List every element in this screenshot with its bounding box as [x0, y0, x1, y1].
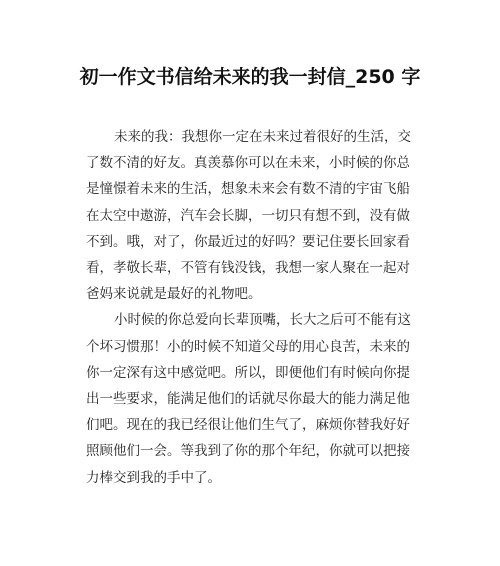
paragraph-line: 看，孝敬长辈，不管有钱没钱，我想一家人聚在一起对: [86, 260, 410, 277]
paragraph-2: [86, 307, 416, 490]
paragraph-1: [86, 124, 416, 307]
paragraph-line: 爸妈来说就是最好的礼物吧。: [86, 286, 262, 303]
paragraph-line: 力棒交到我的手中了。: [86, 469, 221, 486]
paragraph-line: 未来的我：我想你一定在未来过着很好的生活，交: [114, 129, 411, 145]
paragraph-line: 们吧。现在的我已经很让他们生气了，麻烦你替我好好: [86, 417, 410, 434]
paragraph-line: 你一定深有这中感觉吧。所以，即便他们有时候向你提: [86, 364, 410, 381]
document-body: [86, 124, 416, 491]
paragraph-line: 在太空中遨游，汽车会长脚，一切只有想不到，没有做: [86, 207, 410, 224]
paragraph-line: 了数不清的好友。真羡慕你可以在未来，小时候的你总: [86, 155, 410, 172]
document-title: 初一作文书信给未来的我一封信_250 字: [79, 66, 421, 88]
paragraph-line: 照顾他们一会。等我到了你的那个年纪，你就可以把接: [86, 443, 410, 460]
paragraph-line: 个坏习惯那！小的时候不知道父母的用心良苦，未来的: [86, 338, 410, 355]
paragraph-line: 出一些要求，能满足他们的话就尽你最大的能力满足他: [86, 391, 410, 408]
paragraph-line: 小时候的你总爱向长辈顶嘴，长大之后可不能有这: [114, 312, 411, 329]
paragraph-line: 是憧憬着未来的生活，想象未来会有数不清的宇宙飞船: [86, 181, 410, 198]
paragraph-line: 不到。哦，对了，你最近过的好吗？要记住要长回家看: [86, 233, 410, 250]
